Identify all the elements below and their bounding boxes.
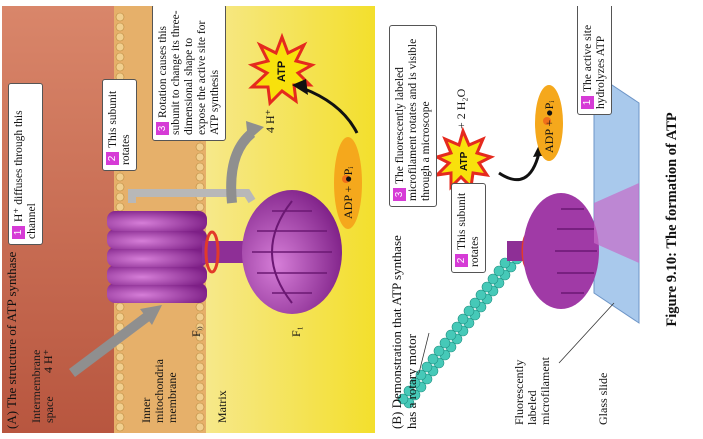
glass-slide-label: Glass slide <box>596 372 610 425</box>
step-badge: 2 <box>106 152 119 165</box>
step-badge: 3 <box>156 122 169 135</box>
intermembrane-label: Intermembrane space <box>29 349 56 423</box>
callout-1 <box>8 83 43 245</box>
microfilament-label: Fluorescently labeled microfilament <box>512 357 552 425</box>
callout-3-b <box>389 25 437 207</box>
slide-pointer <box>559 303 614 363</box>
figure-caption: Figure 9.10: The formation of ATP <box>664 112 680 327</box>
callout-1-b <box>577 6 612 115</box>
callout-3-text: Rotation causes this subunit to change its three-dimensional shape to expose the active site for ATP synthesis <box>157 10 221 135</box>
callout-3-b-text: The fluorescently labeled microfilament rotates and is visible through a microscope <box>394 38 432 201</box>
step-badge: 1 <box>581 96 594 109</box>
adp-label-b: ADP + ●Pᵢ <box>542 100 556 153</box>
panel-a <box>2 6 375 433</box>
step-badge: 3 <box>393 188 406 201</box>
proton-in-label: 4 H⁺ <box>41 349 55 373</box>
step-badge: 1 <box>12 226 25 239</box>
callout-3 <box>152 6 226 141</box>
inner-membrane-label: Inner mitochondria membrane <box>139 359 179 423</box>
proton-out-label: 4 H⁺ <box>263 109 277 133</box>
panel-b <box>389 6 651 433</box>
panel-a-title: (A) The structure of ATP synthase <box>4 251 19 429</box>
f1-label: F₁ <box>289 326 303 337</box>
panel-b-title: (B) Demonstration that ATP synthase has a rotary motor <box>389 235 419 429</box>
matrix-label: Matrix <box>215 390 229 423</box>
f0-label: F₀ <box>189 326 203 337</box>
callout-2 <box>102 79 137 171</box>
f1-head <box>242 190 342 314</box>
callout-2-b <box>451 183 486 273</box>
callout-1-b-text: The active site hydrolyzes ATP <box>582 24 607 109</box>
f0-channel <box>107 211 207 303</box>
step-badge: 2 <box>455 254 468 267</box>
atp-label-b: ATP <box>459 151 470 171</box>
atp-label: ATP <box>276 60 288 82</box>
rotor-stalk <box>202 241 244 263</box>
adp-label: ADP + ●Pᵢ <box>341 166 355 219</box>
callout-2-b-text: This subunit rotates <box>456 192 481 267</box>
callout-2-text: This subunit rotates <box>107 90 132 165</box>
water-label: + 2 H₂O <box>454 88 468 129</box>
callout-1-text: H⁺ diffuses through this channel <box>13 110 38 239</box>
